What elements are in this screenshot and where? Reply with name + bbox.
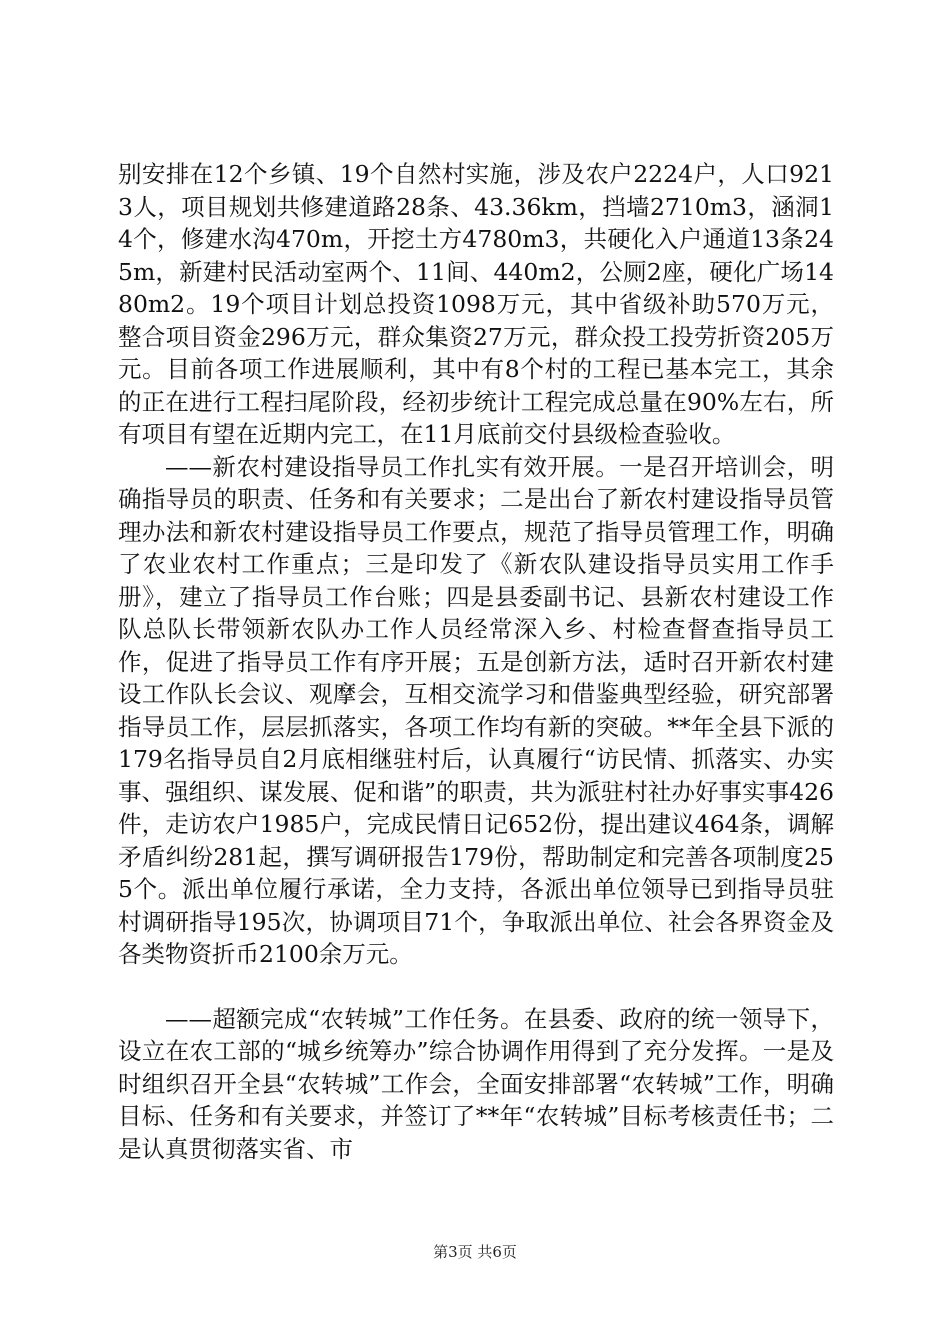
paragraph-guide-work: ——新农村建设指导员工作扎实有效开展。一是召开培训会，明确指导员的职责、任务和有关要求；二是出台了新农村建设指导员管理办法和新农村建设指导员工作要点，规范了指导员管理工作，明确了农业农村工作重点；三是印发了《新农队建设指导员实用工作手册》，建立了指导员工作台账；四是县委副书记、县新农村建设工作队总队长带领新农队办工作人员经常深入乡、村检查督查指导员工作，促进了指导员工作有序开展；五是创新方法，适时召开新农村建设工作队长会议、观摩会，互相交流学习和借鉴典型经验，研究部署指导员工作，层层抓落实，各项工作均有新的突破。**年全县下派的179名指导员自2月底相继驻村后，认真履行“访民情、抓落实、办实事、强组织、谋发展、促和谐”的职责，共为派驻村社办好事实事426件，走访农户1985户，完成民情日记652份，提出建议464条，调解矛盾纠纷281起，撰写调研报告179份，帮助制定和完善各项制度255个。派出单位履行承诺，全力支持，各派出单位领导已到指导员驻村调研指导195次，协调项目71个，争取派出单位、社会各界资金及各类物资折币2100余万元。 [118,452,834,968]
document-body [118,158,834,1165]
paragraph-spacer [118,971,834,1003]
paragraph-rural-to-urban: ——超额完成“农转城”工作任务。在县委、政府的统一领导下，设立在农工部的“城乡统筹办”综合协调作用得到了充分发挥。一是及时组织召开全县“农转城”工作会，全面安排部署“农转城”工作，明确目标、任务和有关要求，并签订了**年“农转城”目标考核责任书；二是认真贯彻落实省、市 [118,1004,834,1163]
paragraph-continued: 别安排在12个乡镇、19个自然村实施，涉及农户2224户，人口9213人，项目规划共修建道路28条、43.36km，挡墙2710m3，涵洞14个，修建水沟470m，开挖土方4780m3，共硬化入户通道13条245m，新建村民活动室两个、11间、440m2，公厕2座，硬化广场1480m2。19个项目计划总投资1098万元，其中省级补助570万元，整合项目资金296万元，群众集资27万元，群众投工投劳折资205万元。目前各项工作进展顺利，其中有8个村的工程已基本完工，其余的正在进行工程扫尾阶段，经初步统计工程完成总量在90%左右，所有项目有望在近期内完工，在11月底前交付县级检查验收。 [118,160,834,448]
page-footer: 第3页 共6页 [433,1243,517,1261]
